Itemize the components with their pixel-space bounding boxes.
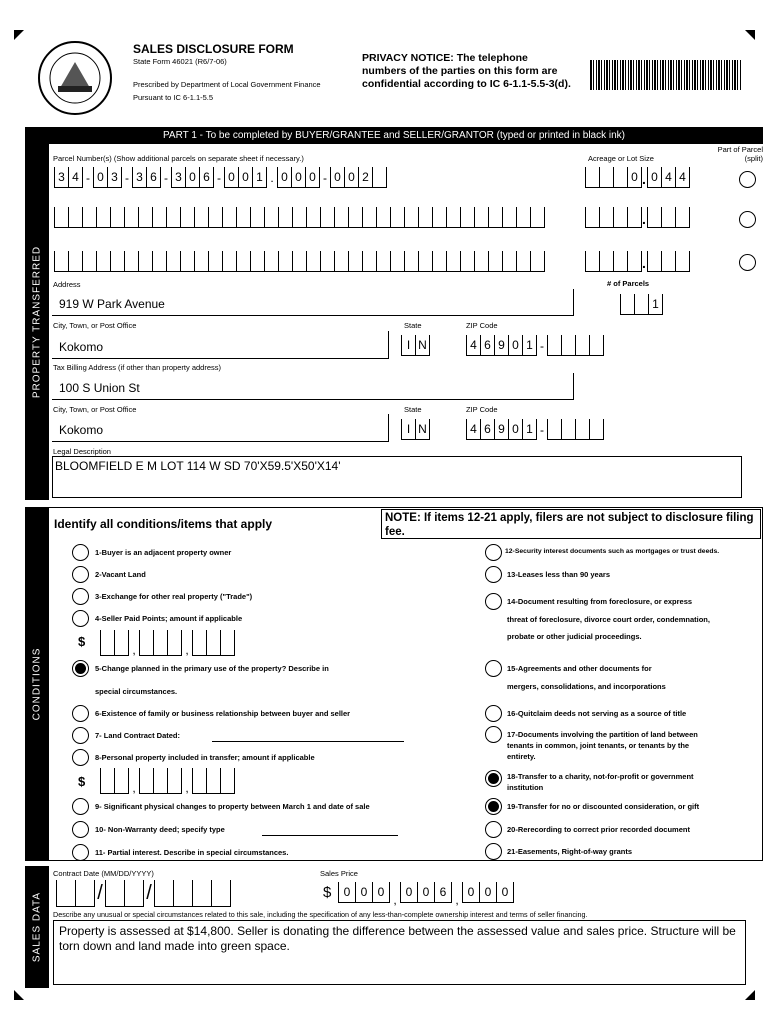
tax-billing-label: Tax Billing Address (if other than property address) <box>53 363 221 372</box>
side-label-sales: SALES DATA <box>25 866 49 988</box>
sales-price-field[interactable]: 0 0 0 , 0 0 6 , 0 0 0 <box>338 882 514 918</box>
part1-heading: PART 1 - To be completed by BUYER/GRANTEE and SELLER/GRANTOR (typed or printed in black ink) <box>25 127 763 144</box>
corner-mark-tl <box>14 30 24 40</box>
cond-6-radio[interactable] <box>72 705 89 722</box>
cond-7-radio[interactable] <box>72 727 89 744</box>
form-title: SALES DISCLOSURE FORM <box>133 42 294 56</box>
cond-17-label-2: tenants in common, joint tenants, or tenants by the <box>507 741 690 750</box>
cond-14-label-2: threat of foreclosure, divorce court order, condemnation, <box>507 615 710 624</box>
cond-13-label: 13-Leases less than 90 years <box>507 570 610 579</box>
legal-desc-field[interactable]: BLOOMFIELD E M LOT 114 W SD 70'X59.5'X50'X14' <box>52 456 742 498</box>
address-field[interactable]: 919 W Park Avenue <box>52 289 574 316</box>
cond-1-label: 1-Buyer is an adjacent property owner <box>95 548 232 557</box>
zip2-label: ZIP Code <box>466 405 498 414</box>
cond-21-radio[interactable] <box>485 843 502 860</box>
cond-14-label: 14-Document resulting from foreclosure, or express <box>507 597 693 606</box>
zip-label: ZIP Code <box>466 321 498 330</box>
cond-12-radio[interactable] <box>485 544 502 561</box>
cond-9-radio[interactable] <box>72 798 89 815</box>
cond-10-label: 10- Non-Warranty deed; specify type <box>95 825 225 834</box>
cond-8-dollar: $ <box>78 774 86 789</box>
zip-field[interactable]: 4 6 9 0 1 - <box>466 335 604 357</box>
city2-field[interactable]: Kokomo <box>52 414 389 442</box>
parcel-number-1[interactable]: 3 4 - 0 3 - 3 6 - 3 0 6 - 0 0 1 . 0 0 0 - 0 0 2 <box>54 167 387 189</box>
legal-desc-label: Legal Description <box>53 447 111 456</box>
sales-price-dollar: $ <box>323 884 332 901</box>
state-field[interactable]: I N <box>401 335 430 356</box>
corner-mark-br <box>745 990 755 1000</box>
corner-mark-bl <box>14 990 24 1000</box>
cond-5-label-2: special circumstances. <box>95 687 178 696</box>
cond-5-radio[interactable] <box>72 660 89 677</box>
parcel-number-3[interactable] <box>54 251 545 272</box>
acreage-label: Acreage or Lot Size <box>588 154 654 163</box>
cond-4-amount[interactable]: , , <box>100 630 235 670</box>
split-radio-1[interactable] <box>739 171 756 188</box>
cond-15-radio[interactable] <box>485 660 502 677</box>
cond-8-amount[interactable]: , , <box>100 768 235 808</box>
cond-16-label: 16-Quitclaim deeds not serving as a source of title <box>507 709 687 718</box>
address-label: Address <box>53 280 81 289</box>
cond-17-radio[interactable] <box>485 726 502 743</box>
state-seal <box>30 40 120 116</box>
conditions-heading: Identify all conditions/items that apply <box>54 517 273 531</box>
cond-7-label: 7- Land Contract Dated: <box>95 731 181 740</box>
prescribed-by: Prescribed by Department of Local Government Finance <box>133 80 321 89</box>
cond-13-radio[interactable] <box>485 566 502 583</box>
cond-14-radio[interactable] <box>485 593 502 610</box>
cond-12-label: 12-Security interest documents such as mortgages or trust deeds. <box>505 548 720 555</box>
num-parcels-label: # of Parcels <box>607 279 650 288</box>
state2-field[interactable]: I N <box>401 419 430 440</box>
side-label-property: PROPERTY TRANSFERRED <box>25 144 49 500</box>
corner-mark-tr <box>745 30 755 40</box>
special-circumstances-field[interactable]: Property is assessed at $14,800. Seller is donating the difference between the assessed value and sales price. Structure will be torn down and land made into green space. <box>53 920 746 985</box>
cond-11-label: 11- Partial interest. Describe in special circumstances. <box>95 848 289 857</box>
cond-11-radio[interactable] <box>72 844 89 861</box>
tax-billing-field[interactable]: 100 S Union St <box>52 373 574 400</box>
cond-10-radio[interactable] <box>72 821 89 838</box>
parcel-label: Parcel Number(s) (Show additional parcels on separate sheet if necessary.) <box>53 154 304 163</box>
zip2-field[interactable]: 4 6 9 0 1 - <box>466 419 604 441</box>
cond-5-label: 5-Change planned in the primary use of the property? Describe in <box>95 664 329 673</box>
cond-19-label: 19-Transfer for no or discounted consideration, or gift <box>507 802 700 811</box>
cond-10-type-line[interactable] <box>262 835 398 836</box>
cond-3-radio[interactable] <box>72 588 89 605</box>
cond-15-label-2: mergers, consolidations, and incorporations <box>507 682 666 691</box>
cond-4-dollar: $ <box>78 634 86 649</box>
state-label: State <box>404 321 422 330</box>
cond-21-label: 21-Easements, Right-of-way grants <box>507 847 633 856</box>
split-radio-3[interactable] <box>739 254 756 271</box>
cond-18-label: 18-Transfer to a charity, not-for-profit or government <box>507 772 694 781</box>
acreage-2[interactable]: . <box>585 207 690 231</box>
city-field[interactable]: Kokomo <box>52 331 389 359</box>
privacy-notice: PRIVACY NOTICE: The telephone numbers of the parties on this form are confidential according to IC 6-1.1-5.5-3(d). <box>362 52 571 90</box>
side-label-conditions: CONDITIONS <box>25 507 49 861</box>
cond-9-label: 9- Significant physical changes to property between March 1 and date of sale <box>95 802 370 811</box>
acreage-1[interactable]: 0 . 0 4 4 <box>585 167 690 191</box>
cond-8-label: 8-Personal property included in transfer; amount if applicable <box>95 753 315 762</box>
cond-8-radio[interactable] <box>72 749 89 766</box>
city2-label: City, Town, or Post Office <box>53 405 137 414</box>
cond-7-date-line[interactable] <box>212 741 404 742</box>
state2-label: State <box>404 405 422 414</box>
cond-4-label: 4-Seller Paid Points; amount if applicable <box>95 614 243 623</box>
pursuant: Pursuant to IC 6-1.1-5.5 <box>133 93 214 102</box>
cond-20-radio[interactable] <box>485 821 502 838</box>
conditions-note: NOTE: If items 12-21 apply, filers are not subject to disclosure filing fee. <box>381 509 761 539</box>
cond-17-label-3: entirety. <box>507 752 536 761</box>
cond-1-radio[interactable] <box>72 544 89 561</box>
barcode <box>590 60 742 90</box>
contract-date-field[interactable]: / / <box>56 880 231 907</box>
cond-4-radio[interactable] <box>72 610 89 627</box>
sales-price-label: Sales Price <box>320 869 358 878</box>
cond-20-label: 20-Rerecording to correct prior recorded document <box>507 825 690 834</box>
split-radio-2[interactable] <box>739 211 756 228</box>
cond-18-label-2: institution <box>507 783 544 792</box>
cond-17-label: 17-Documents involving the partition of land between <box>507 730 698 739</box>
cond-15-label: 15-Agreements and other documents for <box>507 664 652 673</box>
cond-16-radio[interactable] <box>485 705 502 722</box>
cond-14-label-3: probate or other judicial proceedings. <box>507 632 642 641</box>
cond-3-label: 3-Exchange for other real property ("Trade") <box>95 592 253 601</box>
part-of-parcel-label: Part of Parcel (split) <box>717 145 763 163</box>
contract-date-label: Contract Date (MM/DD/YYYY) <box>53 869 154 878</box>
cond-6-label: 6-Existence of family or business relationship between buyer and seller <box>95 709 351 718</box>
num-parcels-field[interactable]: 1 <box>620 294 663 315</box>
cond-18-radio[interactable] <box>485 770 502 787</box>
special-circumstances-label: Describe any unusual or special circumstances related to this sale, including the specification of any less-than-complete ownership interest and terms of seller financing. <box>53 910 588 919</box>
form-number: State Form 46021 (R6/7-06) <box>133 57 227 66</box>
parcel-number-2[interactable] <box>54 207 545 228</box>
cond-19-radio[interactable] <box>485 798 502 815</box>
cond-2-radio[interactable] <box>72 566 89 583</box>
city-label: City, Town, or Post Office <box>53 321 137 330</box>
cond-2-label: 2-Vacant Land <box>95 570 146 579</box>
acreage-3[interactable]: . <box>585 251 690 275</box>
